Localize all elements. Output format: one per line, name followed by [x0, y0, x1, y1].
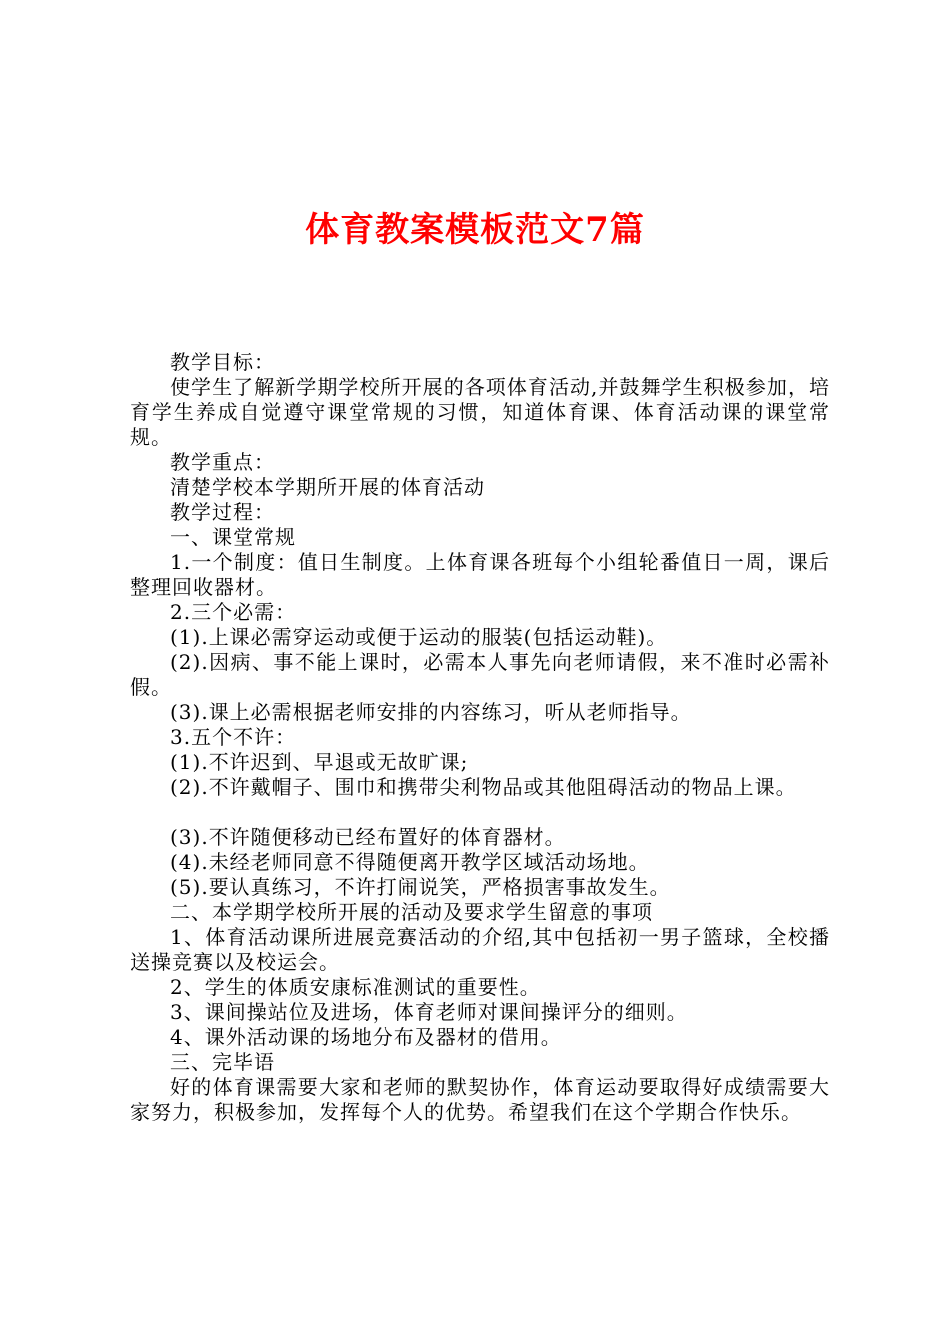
- paragraph: 教学目标：: [170, 350, 275, 374]
- paragraph: (1).上课必需穿运动或便于运动的服装(包括运动鞋)。: [170, 625, 668, 649]
- paragraph: (1).不许迟到、早退或无故旷课;: [170, 750, 469, 774]
- paragraph: (3).不许随便移动已经布置好的体育器材。: [170, 825, 566, 849]
- paragraph: (2).不许戴帽子、围巾和携带尖利物品或其他阻碍活动的物品上课。: [170, 775, 797, 799]
- paragraph: 好的体育课需要大家和老师的默契协作，体育运动要取得好成绩需要大家努力，积极参加，发挥每个人的优势。希望我们在这个学期合作快乐。: [130, 1075, 830, 1124]
- paragraph: (3).课上必需根据老师安排的内容练习，听从老师指导。: [170, 700, 692, 724]
- paragraph: 清楚学校本学期所开展的体育活动: [170, 475, 485, 499]
- paragraph: 3、课间操站位及进场，体育老师对课间操评分的细则。: [170, 1000, 688, 1024]
- paragraph: 2.三个必需：: [170, 600, 297, 624]
- paragraph: 教学过程：: [170, 500, 275, 524]
- paragraph: 1.一个制度：值日生制度。上体育课各班每个小组轮番值日一周，课后整理回收器材。: [130, 550, 830, 599]
- paragraph: (4).未经老师同意不得随便离开教学区域活动场地。: [170, 850, 650, 874]
- paragraph: 二、本学期学校所开展的活动及要求学生留意的事项: [170, 900, 653, 924]
- paragraph: 一、课堂常规: [170, 525, 296, 549]
- paragraph: (2).因病、事不能上课时，必需本人事先向老师请假，来不准时必需补假。: [130, 650, 830, 699]
- paragraph: 4、课外活动课的场地分布及器材的借用。: [170, 1025, 562, 1049]
- blank-line: [130, 800, 830, 825]
- paragraph: (5).要认真练习，不许打闹说笑，严格损害事故发生。: [170, 875, 671, 899]
- paragraph: 2、学生的体质安康标准测试的重要性。: [170, 975, 541, 999]
- document-title: 体育教案模板范文7篇: [305, 210, 645, 250]
- paragraph: 3.五个不许：: [170, 725, 297, 749]
- paragraph: 1、体育活动课所进展竞赛活动的介绍,其中包括初一男子篮球，全校播送操竞赛以及校运会。: [130, 925, 830, 974]
- document-body: [130, 350, 830, 1125]
- paragraph: 三、完毕语: [170, 1050, 275, 1074]
- paragraph: 教学重点：: [170, 450, 275, 474]
- paragraph: 使学生了解新学期学校所开展的各项体育活动,并鼓舞学生积极参加，培育学生养成自觉遵守课堂常规的习惯，知道体育课、体育活动课的课堂常规。: [130, 375, 830, 449]
